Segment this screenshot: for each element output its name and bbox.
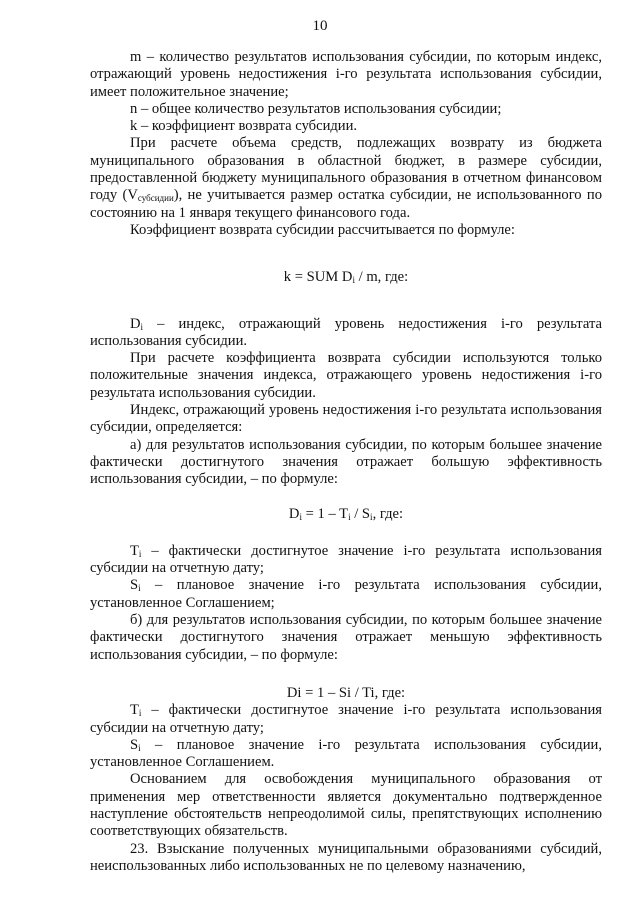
paragraph-formula-intro: Коэффициент возврата субсидии рассчитывается по формуле: xyxy=(130,221,515,238)
paragraph-case-b: б) для результатов использования субсидии, по которым большее значение фактически достигнутого значения отражает меньшую эффективность использования субсидии, – по формуле: xyxy=(90,612,602,663)
paragraph-n-definition: n – общее количество результатов использования субсидии; xyxy=(130,100,502,117)
paragraph-23-recovery: 23. Взыскание полученных муниципальными образованиями субсидий, неиспользованных либо использованных не по целевому назначению, xyxy=(90,840,602,874)
paragraph-m-definition: m – количество результатов использования субсидии, по которым индекс, отражающий уровень недостижения i-го результата использования субсидии, имеет положительное значение; xyxy=(90,49,602,100)
paragraph-si-definition-b: $S_i$ – плановое значение i-го результата использования субсидии, установленное Соглашением. xyxy=(90,736,602,771)
paragraph-force-majeure: Основанием для освобождения муниципального образования от применения мер ответственности является документально подтвержденное наступление обстоятельств непреодолимой силы, препятствующих исполнению соответствующих обязательств. xyxy=(90,771,602,840)
formula-di-b: Di = 1 – Si / Ti, где: xyxy=(286,684,406,701)
paragraph-index-determined: Индекс, отражающий уровень недостижения i-го результата использования субсидии, определяется: xyxy=(90,402,602,436)
paragraph-si-definition-a: $S_i$ – плановое значение i-го результата использования субсидии, установленное Соглашением; xyxy=(90,577,602,611)
paragraph-case-a: а) для результатов использования субсидии, по которым большее значение фактически достигнутого значения отражает большую эффективность использования субсидии, – по формуле: xyxy=(90,436,602,488)
formula-di-a: $D_i = 1 - T_i / S_i$, где: xyxy=(288,505,404,522)
page-number: 10 xyxy=(312,18,328,34)
paragraph-k-definition: k – коэффициент возврата субсидии. xyxy=(130,118,358,135)
paragraph-volume-calculation: При расчете объема средств, подлежащих возврату из бюджета муниципального образования в областной бюджет, в размере субсидии, предоставленной бюджету муниципального образования в отчетном финансовом году $(V_{субсидии})$, не учитывается размер остатка субсидии, не использованного по состоянию на 1 января текущего финансового года. xyxy=(90,135,602,221)
paragraph-positive-values: При расчете коэффициента возврата субсидии используются только положительные значения индекса, отражающего уровень недостижения i-го результата использования субсидии. xyxy=(90,350,602,401)
formula-k: k = SUM $D_i$ / m, где: xyxy=(283,269,409,286)
paragraph-ti-definition-b: $T_i$ – фактически достигнутое значение i-го результата использования субсидии на отчетную дату; xyxy=(90,702,602,736)
paragraph-di-definition: $D_i$ – индекс, отражающий уровень недостижения i-го результата использования субсидии. xyxy=(90,315,602,349)
paragraph-ti-definition-a: $T_i$ – фактически достигнутое значение i-го результата использования субсидии на отчетную дату; xyxy=(90,542,602,577)
document-body xyxy=(90,49,602,875)
